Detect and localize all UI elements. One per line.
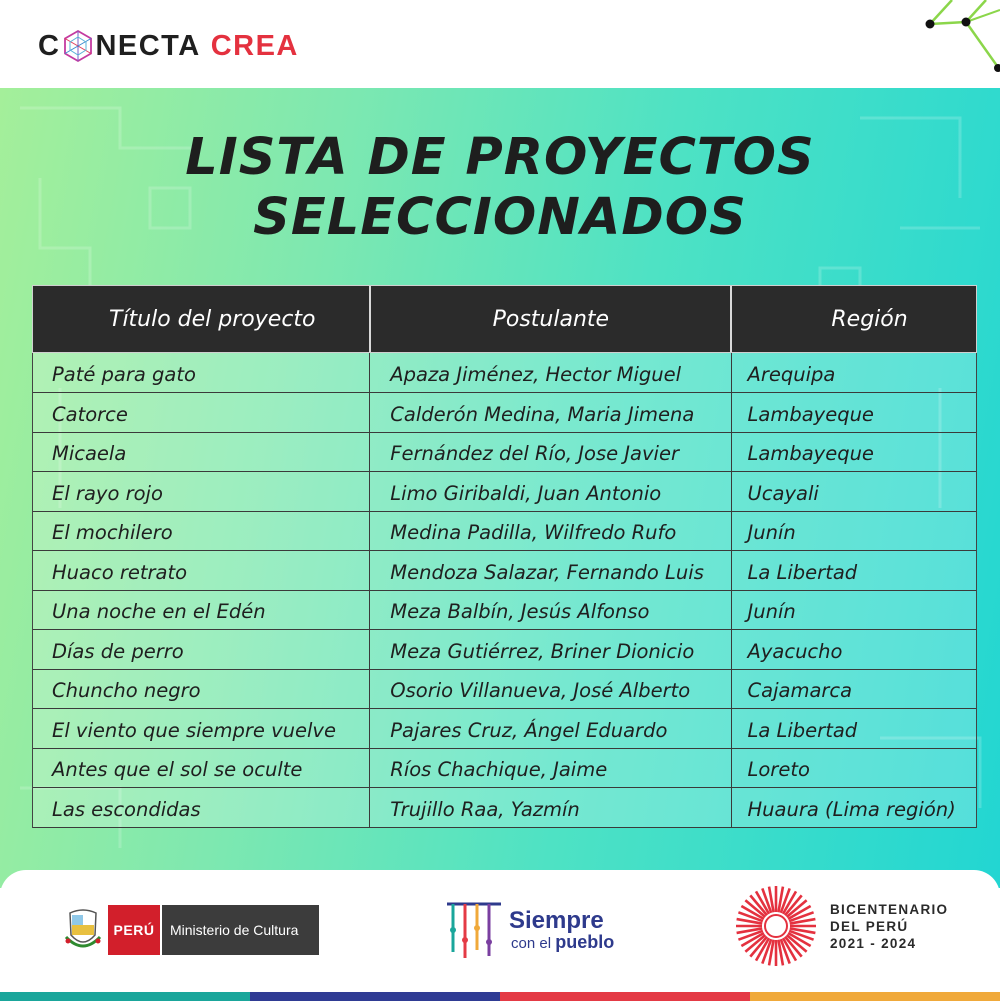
- cell-applicant: Ríos Chachique, Jaime: [369, 749, 730, 788]
- column-header-applicant: Postulante: [369, 286, 730, 352]
- cell-applicant: Apaza Jiménez, Hector Miguel: [369, 353, 730, 392]
- siempre-title: Siempre: [509, 907, 604, 934]
- cell-region: La Libertad: [731, 709, 976, 748]
- content-panel: [0, 88, 1000, 888]
- bicentenario-text: [830, 901, 948, 952]
- conecta-crea-logo: [38, 26, 299, 66]
- table-row: [33, 353, 976, 393]
- siempre-text: [509, 909, 614, 953]
- title-line-1: LISTA DE PROYECTOS: [185, 128, 815, 187]
- table-row: [33, 512, 976, 552]
- stripe-segment: [0, 992, 250, 1001]
- cell-title: El rayo rojo: [52, 481, 163, 505]
- sun-core: [765, 915, 787, 937]
- cell-applicant: Osorio Villanueva, José Alberto: [369, 670, 730, 709]
- bicentenario-line-3: 2021 - 2024: [830, 935, 917, 951]
- table-row: [33, 591, 976, 631]
- colored-threads-icon: [443, 900, 505, 962]
- table-row: [33, 393, 976, 433]
- bicentenario-line-2: DEL PERÚ: [830, 918, 909, 934]
- stripe-segment: [500, 992, 750, 1001]
- siempre-subtitle: [511, 933, 614, 953]
- cell-region: La Libertad: [731, 551, 976, 590]
- cell-title: Chuncho negro: [52, 679, 201, 702]
- table-row: [33, 630, 976, 670]
- cell-region: Arequipa: [731, 353, 976, 392]
- cell-title: Una noche en el Edén: [52, 600, 266, 623]
- page-title: [0, 128, 1000, 248]
- header: [0, 0, 1000, 88]
- cell-region: Loreto: [731, 749, 976, 788]
- table-row: [33, 788, 976, 828]
- title-line-2: SELECCIONADOS: [253, 188, 747, 247]
- ministry-of-culture-logo: [64, 905, 319, 955]
- table-body: [32, 353, 977, 828]
- projects-table: [32, 285, 977, 828]
- cell-title: Micaela: [52, 442, 127, 465]
- cell-title: Huaco retrato: [52, 560, 188, 584]
- bicentenario-logo: [734, 884, 948, 968]
- cell-title: Catorce: [52, 402, 128, 426]
- cell-applicant: Calderón Medina, Maria Jimena: [369, 393, 730, 432]
- network-corner-icon: [920, 0, 1000, 80]
- cell-title: Días de perro: [52, 639, 184, 663]
- cell-title: Las escondidas: [52, 797, 201, 821]
- brand-crea: CREA: [210, 29, 299, 62]
- column-header-title: Título del proyecto: [109, 306, 316, 332]
- cell-applicant: Pajares Cruz, Ángel Eduardo: [369, 709, 730, 748]
- siempre-con-el-pueblo-logo: [443, 900, 614, 962]
- table-row: [33, 670, 976, 710]
- brand-necta: NECTA: [95, 29, 201, 62]
- footer-color-stripe: [0, 992, 1000, 1001]
- cell-region: Ucayali: [731, 472, 976, 511]
- cell-title: Antes que el sol se oculte: [52, 758, 303, 781]
- brand-c: C: [38, 29, 61, 62]
- footer: [0, 870, 1000, 1001]
- cell-applicant: Meza Gutiérrez, Briner Dionicio: [369, 630, 730, 669]
- table-row: [33, 551, 976, 591]
- network-o-icon: [61, 29, 95, 63]
- table-row: [33, 472, 976, 512]
- cell-title: Paté para gato: [52, 363, 196, 386]
- bicentenario-sun-icon: [734, 884, 818, 968]
- cell-region: Lambayeque: [731, 393, 976, 432]
- cell-region: Junín: [731, 591, 976, 630]
- cell-applicant: Fernández del Río, Jose Javier: [369, 433, 730, 472]
- cell-region: Ayacucho: [731, 630, 976, 669]
- table-row: [33, 433, 976, 473]
- bicentenario-line-1: BICENTENARIO: [830, 901, 949, 917]
- cell-applicant: Limo Giribaldi, Juan Antonio: [369, 472, 730, 511]
- peru-label: PERÚ: [108, 905, 160, 955]
- stripe-segment: [750, 992, 1000, 1001]
- cell-region: Cajamarca: [731, 670, 976, 709]
- ministry-label: Ministerio de Cultura: [160, 905, 319, 955]
- peru-coat-of-arms-icon: [64, 907, 102, 953]
- cell-region: Huaura (Lima región): [731, 788, 976, 827]
- cell-region: Junín: [731, 512, 976, 551]
- table-header: [32, 285, 977, 353]
- siempre-subtitle-part-2: pueblo: [555, 932, 615, 952]
- stripe-segment: [250, 992, 500, 1001]
- table-row: [33, 709, 976, 749]
- cell-applicant: Trujillo Raa, Yazmín: [369, 788, 730, 827]
- cell-applicant: Mendoza Salazar, Fernando Luis: [369, 551, 730, 590]
- siempre-subtitle-part-1: con el: [511, 935, 552, 952]
- cell-region: Lambayeque: [731, 433, 976, 472]
- cell-title: El mochilero: [52, 521, 173, 544]
- cell-applicant: Medina Padilla, Wilfredo Rufo: [369, 512, 730, 551]
- column-header-region: Región: [730, 286, 976, 352]
- cell-title: El viento que siempre vuelve: [52, 718, 336, 742]
- cell-applicant: Meza Balbín, Jesús Alfonso: [369, 591, 730, 630]
- table-row: [33, 749, 976, 789]
